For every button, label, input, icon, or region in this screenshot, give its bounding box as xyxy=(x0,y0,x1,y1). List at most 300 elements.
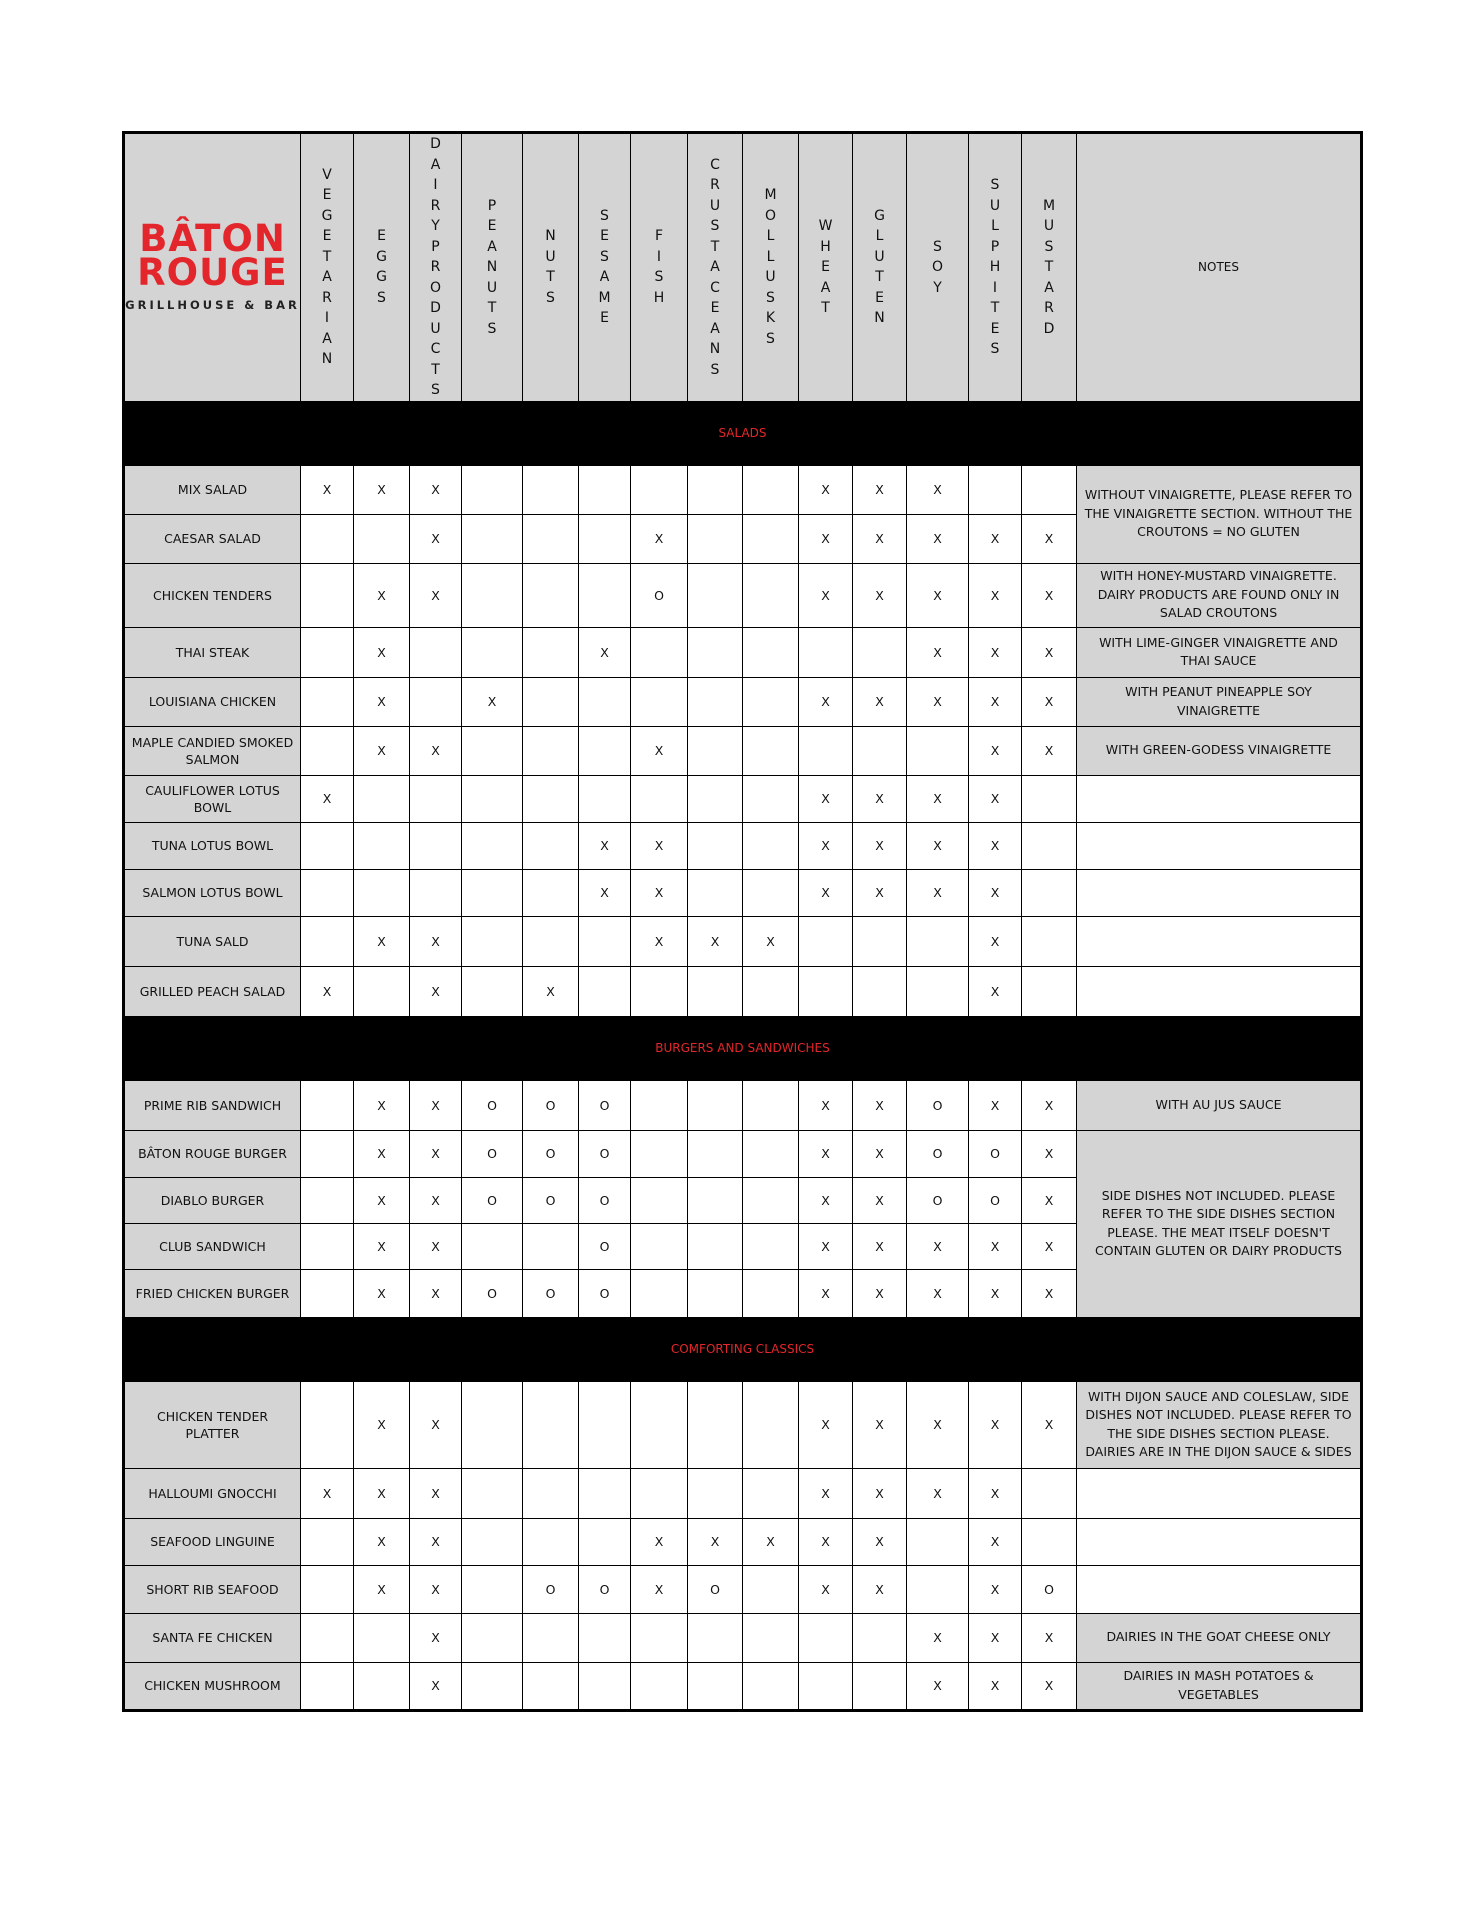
allergen-mark-mustard xyxy=(1022,822,1077,869)
allergen-mark-fish: X xyxy=(631,869,688,916)
allergen-mark-nuts xyxy=(523,1613,579,1662)
allergen-mark-crustaceans xyxy=(688,775,743,822)
allergen-mark-dairy-products: X xyxy=(410,1080,462,1130)
allergen-mark-wheat xyxy=(799,966,853,1016)
allergen-mark-dairy-products: X xyxy=(410,563,462,627)
allergen-mark-nuts xyxy=(523,514,579,563)
allergen-mark-nuts xyxy=(523,1662,579,1710)
allergen-mark-eggs xyxy=(354,775,410,822)
dish-name: THAI STEAK xyxy=(124,627,301,677)
allergen-mark-crustaceans xyxy=(688,822,743,869)
allergen-mark-eggs xyxy=(354,869,410,916)
allergen-mark-gluten xyxy=(853,966,907,1016)
allergen-mark-gluten: X xyxy=(853,1130,907,1177)
allergen-mark-dairy-products: X xyxy=(410,465,462,514)
allergen-mark-mollusks xyxy=(743,1565,799,1613)
allergen-mark-crustaceans xyxy=(688,514,743,563)
allergen-mark-mollusks xyxy=(743,1177,799,1223)
note-cell xyxy=(1077,775,1362,822)
allergen-mark-crustaceans xyxy=(688,726,743,775)
allergen-mark-sulphites: X xyxy=(969,627,1022,677)
allergen-mark-peanuts xyxy=(462,966,523,1016)
allergen-mark-wheat: X xyxy=(799,563,853,627)
allergen-mark-crustaceans xyxy=(688,869,743,916)
allergen-header-dairy-products xyxy=(410,133,462,402)
allergen-mark-fish xyxy=(631,1177,688,1223)
table-row xyxy=(124,869,1362,916)
table-row xyxy=(124,1468,1362,1518)
note-cell: SIDE DISHES NOT INCLUDED. PLEASE REFER TO THE SIDE DISHES SECTION PLEASE. THE MEAT ITSELF DOESN'T CONTAIN GLUTEN OR DAIRY PRODUCTS xyxy=(1077,1130,1362,1317)
allergen-mark-eggs xyxy=(354,514,410,563)
allergen-mark-dairy-products: X xyxy=(410,726,462,775)
allergen-mark-nuts xyxy=(523,1468,579,1518)
note-cell: DAIRIES IN MASH POTATOES & VEGETABLES xyxy=(1077,1662,1362,1710)
allergen-mark-nuts xyxy=(523,822,579,869)
allergen-mark-wheat xyxy=(799,1662,853,1710)
allergen-mark-fish xyxy=(631,966,688,1016)
table-row xyxy=(124,1130,1362,1177)
allergen-mark-wheat: X xyxy=(799,822,853,869)
allergen-table-body xyxy=(124,401,1362,1710)
section-title: BURGERS AND SANDWICHES xyxy=(124,1016,1362,1080)
allergen-mark-nuts xyxy=(523,677,579,726)
allergen-label: D A I R Y P R O D U C T S xyxy=(429,136,442,398)
allergen-mark-dairy-products xyxy=(410,869,462,916)
allergen-mark-fish: X xyxy=(631,1565,688,1613)
allergen-mark-crustaceans xyxy=(688,677,743,726)
allergen-mark-sesame: O xyxy=(579,1177,631,1223)
allergen-mark-sesame xyxy=(579,966,631,1016)
allergen-mark-soy: X xyxy=(907,514,969,563)
allergen-mark-sesame xyxy=(579,465,631,514)
allergen-mark-nuts: O xyxy=(523,1565,579,1613)
allergen-mark-vegetarian xyxy=(301,627,354,677)
allergen-mark-crustaceans xyxy=(688,563,743,627)
allergen-mark-peanuts xyxy=(462,1565,523,1613)
allergen-mark-sulphites: X xyxy=(969,966,1022,1016)
allergen-header-peanuts xyxy=(462,133,523,402)
allergen-mark-wheat: X xyxy=(799,1468,853,1518)
allergen-mark-sulphites: O xyxy=(969,1177,1022,1223)
allergen-mark-nuts: O xyxy=(523,1130,579,1177)
allergen-mark-crustaceans xyxy=(688,1662,743,1710)
allergen-mark-sesame xyxy=(579,775,631,822)
allergen-mark-wheat: X xyxy=(799,1177,853,1223)
allergen-mark-mustard: X xyxy=(1022,1177,1077,1223)
allergen-mark-sesame xyxy=(579,1381,631,1468)
table-row xyxy=(124,1613,1362,1662)
allergen-mark-mollusks xyxy=(743,1269,799,1317)
allergen-mark-mustard xyxy=(1022,1468,1077,1518)
allergen-mark-soy: X xyxy=(907,1468,969,1518)
allergen-mark-eggs: X xyxy=(354,1130,410,1177)
allergen-label: P E A N U T S xyxy=(486,197,498,337)
allergen-mark-peanuts: O xyxy=(462,1130,523,1177)
allergen-mark-nuts xyxy=(523,916,579,966)
allergen-mark-dairy-products xyxy=(410,775,462,822)
dish-name: CAULIFLOWER LOTUS BOWL xyxy=(124,775,301,822)
allergen-mark-sulphites: X xyxy=(969,1223,1022,1269)
allergen-label: M O L L U S K S xyxy=(764,187,777,347)
allergen-mark-nuts xyxy=(523,465,579,514)
allergen-mark-eggs xyxy=(354,1613,410,1662)
allergen-mark-wheat: X xyxy=(799,1269,853,1317)
allergen-mark-wheat: X xyxy=(799,1518,853,1565)
allergen-mark-soy: X xyxy=(907,465,969,514)
allergen-mark-sesame: X xyxy=(579,869,631,916)
allergen-mark-mustard xyxy=(1022,775,1077,822)
allergen-mark-peanuts: O xyxy=(462,1080,523,1130)
allergen-mark-gluten: X xyxy=(853,1177,907,1223)
dish-name: MAPLE CANDIED SMOKED SALMON xyxy=(124,726,301,775)
allergen-label: N U T S xyxy=(545,228,556,306)
allergen-mark-sesame: X xyxy=(579,822,631,869)
allergen-mark-mustard: X xyxy=(1022,1223,1077,1269)
allergen-mark-wheat: X xyxy=(799,1381,853,1468)
allergen-mark-eggs: X xyxy=(354,465,410,514)
allergen-mark-fish: X xyxy=(631,916,688,966)
allergen-mark-sesame xyxy=(579,1613,631,1662)
allergen-mark-peanuts xyxy=(462,1662,523,1710)
allergen-mark-gluten xyxy=(853,726,907,775)
allergen-mark-eggs: X xyxy=(354,1223,410,1269)
allergen-mark-peanuts xyxy=(462,726,523,775)
allergen-mark-wheat: X xyxy=(799,465,853,514)
allergen-label: V E G E T A R I A N xyxy=(321,166,333,368)
allergen-mark-eggs: X xyxy=(354,1468,410,1518)
allergen-mark-nuts xyxy=(523,726,579,775)
allergen-header-crustaceans xyxy=(688,133,743,402)
dish-name: TUNA LOTUS BOWL xyxy=(124,822,301,869)
allergen-mark-eggs: X xyxy=(354,1518,410,1565)
allergen-mark-dairy-products: X xyxy=(410,1662,462,1710)
allergen-mark-peanuts xyxy=(462,514,523,563)
allergen-mark-fish: X xyxy=(631,822,688,869)
allergen-table xyxy=(122,131,1363,1712)
allergen-mark-mollusks xyxy=(743,869,799,916)
allergen-mark-mollusks xyxy=(743,1381,799,1468)
allergen-mark-peanuts xyxy=(462,916,523,966)
allergen-mark-dairy-products xyxy=(410,627,462,677)
allergen-mark-sulphites: X xyxy=(969,1381,1022,1468)
allergen-mark-dairy-products: X xyxy=(410,1223,462,1269)
section-title: SALADS xyxy=(124,401,1362,465)
allergen-mark-dairy-products: X xyxy=(410,1468,462,1518)
allergen-mark-sesame: O xyxy=(579,1565,631,1613)
allergen-mark-dairy-products xyxy=(410,822,462,869)
allergen-header-vegetarian xyxy=(301,133,354,402)
allergen-mark-nuts xyxy=(523,775,579,822)
allergen-label: F I S H xyxy=(653,228,665,306)
allergen-mark-sesame: O xyxy=(579,1080,631,1130)
allergen-header-mollusks xyxy=(743,133,799,402)
allergen-mark-soy: X xyxy=(907,563,969,627)
allergen-mark-sulphites: X xyxy=(969,1518,1022,1565)
allergen-mark-gluten: X xyxy=(853,1269,907,1317)
allergen-mark-fish: X xyxy=(631,1518,688,1565)
allergen-mark-gluten: X xyxy=(853,1381,907,1468)
allergen-mark-dairy-products: X xyxy=(410,1518,462,1565)
allergen-mark-mollusks xyxy=(743,1613,799,1662)
allergen-mark-crustaceans xyxy=(688,465,743,514)
allergen-mark-gluten: X xyxy=(853,869,907,916)
allergen-header-soy xyxy=(907,133,969,402)
logo-tagline: GRILLHOUSE & BAR xyxy=(125,298,300,313)
note-cell xyxy=(1077,966,1362,1016)
allergen-mark-crustaceans xyxy=(688,1269,743,1317)
allergen-mark-fish: O xyxy=(631,563,688,627)
allergen-mark-eggs: X xyxy=(354,1565,410,1613)
allergen-header-mustard xyxy=(1022,133,1077,402)
allergen-mark-wheat: X xyxy=(799,514,853,563)
allergen-mark-vegetarian: X xyxy=(301,775,354,822)
dish-name: HALLOUMI GNOCCHI xyxy=(124,1468,301,1518)
allergen-mark-peanuts: O xyxy=(462,1177,523,1223)
allergen-mark-vegetarian xyxy=(301,1223,354,1269)
section-title: COMFORTING CLASSICS xyxy=(124,1317,1362,1381)
allergen-mark-peanuts xyxy=(462,1381,523,1468)
allergen-mark-soy: X xyxy=(907,822,969,869)
allergen-mark-soy: O xyxy=(907,1177,969,1223)
allergen-mark-eggs: X xyxy=(354,627,410,677)
allergen-mark-gluten: X xyxy=(853,822,907,869)
allergen-mark-eggs: X xyxy=(354,916,410,966)
allergen-mark-mollusks xyxy=(743,677,799,726)
allergen-mark-vegetarian xyxy=(301,1080,354,1130)
allergen-mark-nuts xyxy=(523,563,579,627)
allergen-mark-sesame xyxy=(579,916,631,966)
allergen-mark-dairy-products: X xyxy=(410,1381,462,1468)
allergen-mark-fish xyxy=(631,465,688,514)
allergen-mark-mollusks xyxy=(743,1468,799,1518)
allergen-mark-vegetarian xyxy=(301,1662,354,1710)
dish-name: LOUISIANA CHICKEN xyxy=(124,677,301,726)
allergen-mark-dairy-products: X xyxy=(410,1177,462,1223)
table-row xyxy=(124,563,1362,627)
allergen-mark-mollusks xyxy=(743,1080,799,1130)
allergen-mark-soy: X xyxy=(907,1662,969,1710)
dish-name: FRIED CHICKEN BURGER xyxy=(124,1269,301,1317)
allergen-mark-fish xyxy=(631,677,688,726)
allergen-mark-fish xyxy=(631,1468,688,1518)
allergen-mark-gluten xyxy=(853,1662,907,1710)
allergen-mark-wheat xyxy=(799,1613,853,1662)
allergen-mark-mollusks xyxy=(743,1662,799,1710)
allergen-mark-soy xyxy=(907,1565,969,1613)
allergen-mark-soy: X xyxy=(907,775,969,822)
note-cell: WITHOUT VINAIGRETTE, PLEASE REFER TO THE VINAIGRETTE SECTION. WITHOUT THE CROUTONS = NO GLUTEN xyxy=(1077,465,1362,563)
allergen-mark-vegetarian: X xyxy=(301,966,354,1016)
allergen-mark-peanuts xyxy=(462,775,523,822)
table-row xyxy=(124,627,1362,677)
allergen-mark-gluten: X xyxy=(853,677,907,726)
allergen-mark-gluten: X xyxy=(853,1565,907,1613)
allergen-mark-vegetarian xyxy=(301,1518,354,1565)
allergen-mark-sesame: O xyxy=(579,1223,631,1269)
allergen-mark-sesame xyxy=(579,1518,631,1565)
allergen-mark-soy: X xyxy=(907,677,969,726)
allergen-mark-vegetarian xyxy=(301,1269,354,1317)
allergen-mark-vegetarian xyxy=(301,1565,354,1613)
allergen-mark-crustaceans xyxy=(688,1613,743,1662)
note-cell xyxy=(1077,916,1362,966)
allergen-mark-dairy-products: X xyxy=(410,1130,462,1177)
allergen-mark-peanuts xyxy=(462,1223,523,1269)
allergen-mark-mollusks xyxy=(743,966,799,1016)
allergen-mark-sesame: X xyxy=(579,627,631,677)
allergen-mark-nuts xyxy=(523,1223,579,1269)
logo-line-1: BÂTON xyxy=(139,217,286,261)
allergen-mark-wheat: X xyxy=(799,775,853,822)
allergen-mark-crustaceans xyxy=(688,1130,743,1177)
allergen-mark-eggs: X xyxy=(354,726,410,775)
table-row xyxy=(124,1662,1362,1710)
allergen-mark-eggs xyxy=(354,966,410,1016)
allergen-mark-gluten: X xyxy=(853,775,907,822)
allergen-mark-gluten: X xyxy=(853,514,907,563)
allergen-mark-fish xyxy=(631,775,688,822)
allergen-mark-nuts: X xyxy=(523,966,579,1016)
note-cell: WITH HONEY-MUSTARD VINAIGRETTE. DAIRY PRODUCTS ARE FOUND ONLY IN SALAD CROUTONS xyxy=(1077,563,1362,627)
table-row xyxy=(124,966,1362,1016)
allergen-mark-sulphites: X xyxy=(969,916,1022,966)
allergen-mark-wheat: X xyxy=(799,1565,853,1613)
allergen-mark-mollusks xyxy=(743,465,799,514)
allergen-mark-fish xyxy=(631,1613,688,1662)
allergen-label: S E S A M E xyxy=(598,207,611,327)
allergen-mark-crustaceans xyxy=(688,1381,743,1468)
allergen-mark-vegetarian xyxy=(301,563,354,627)
allergen-mark-vegetarian xyxy=(301,869,354,916)
table-row xyxy=(124,1565,1362,1613)
dish-name: BÂTON ROUGE BURGER xyxy=(124,1130,301,1177)
allergen-mark-wheat xyxy=(799,627,853,677)
allergen-mark-eggs xyxy=(354,822,410,869)
allergen-mark-soy: X xyxy=(907,1269,969,1317)
allergen-mark-dairy-products xyxy=(410,677,462,726)
allergen-mark-gluten xyxy=(853,916,907,966)
table-row xyxy=(124,1381,1362,1468)
allergen-header-gluten xyxy=(853,133,907,402)
table-row xyxy=(124,916,1362,966)
dish-name: MIX SALAD xyxy=(124,465,301,514)
table-row xyxy=(124,465,1362,514)
allergen-mark-gluten: X xyxy=(853,1518,907,1565)
allergen-mark-crustaceans: X xyxy=(688,916,743,966)
allergen-mark-mollusks xyxy=(743,1130,799,1177)
allergen-mark-sulphites: X xyxy=(969,1080,1022,1130)
allergen-mark-sulphites: X xyxy=(969,1468,1022,1518)
allergen-mark-sulphites: X xyxy=(969,514,1022,563)
allergen-mark-vegetarian xyxy=(301,822,354,869)
allergen-mark-mollusks xyxy=(743,726,799,775)
allergen-mark-vegetarian xyxy=(301,916,354,966)
allergen-mark-nuts xyxy=(523,1518,579,1565)
allergen-mark-mustard: X xyxy=(1022,1613,1077,1662)
allergen-label: W H E A T xyxy=(818,218,833,316)
note-cell: WITH AU JUS SAUCE xyxy=(1077,1080,1362,1130)
note-cell: DAIRIES IN THE GOAT CHEESE ONLY xyxy=(1077,1613,1362,1662)
allergen-mark-fish xyxy=(631,1130,688,1177)
allergen-mark-wheat: X xyxy=(799,1223,853,1269)
allergen-mark-gluten: X xyxy=(853,563,907,627)
allergen-mark-fish xyxy=(631,627,688,677)
allergen-mark-sulphites: X xyxy=(969,822,1022,869)
allergen-mark-crustaceans xyxy=(688,1177,743,1223)
allergen-mark-sesame xyxy=(579,1468,631,1518)
allergen-mark-nuts xyxy=(523,627,579,677)
note-cell xyxy=(1077,1518,1362,1565)
allergen-mark-wheat: X xyxy=(799,677,853,726)
dish-name: SALMON LOTUS BOWL xyxy=(124,869,301,916)
allergen-mark-wheat: X xyxy=(799,1130,853,1177)
allergen-mark-mollusks xyxy=(743,1223,799,1269)
allergen-mark-mustard: X xyxy=(1022,1080,1077,1130)
allergen-mark-mustard: X xyxy=(1022,1130,1077,1177)
allergen-mark-fish: X xyxy=(631,514,688,563)
allergen-label: G L U T E N xyxy=(874,207,885,327)
dish-name: CHICKEN TENDERS xyxy=(124,563,301,627)
allergen-mark-sesame xyxy=(579,514,631,563)
allergen-mark-mollusks xyxy=(743,775,799,822)
allergen-mark-soy xyxy=(907,1518,969,1565)
note-cell: WITH DIJON SAUCE AND COLESLAW, SIDE DISHES NOT INCLUDED. PLEASE REFER TO THE SIDE DISHES SECTION PLEASE. DAIRIES ARE IN THE DIJON SAUCE & SIDES xyxy=(1077,1381,1362,1468)
allergen-mark-sulphites: X xyxy=(969,726,1022,775)
allergen-mark-crustaceans xyxy=(688,1080,743,1130)
allergen-mark-crustaceans xyxy=(688,966,743,1016)
allergen-mark-soy: O xyxy=(907,1130,969,1177)
allergen-mark-soy xyxy=(907,726,969,775)
allergen-mark-mustard xyxy=(1022,465,1077,514)
allergen-mark-vegetarian xyxy=(301,1381,354,1468)
allergen-mark-nuts xyxy=(523,869,579,916)
logo-line-2: ROUGE xyxy=(137,251,288,295)
table-row xyxy=(124,726,1362,775)
allergen-mark-gluten xyxy=(853,627,907,677)
allergen-mark-eggs xyxy=(354,1662,410,1710)
allergen-header-fish xyxy=(631,133,688,402)
allergen-header-eggs xyxy=(354,133,410,402)
allergen-mark-mustard: X xyxy=(1022,1662,1077,1710)
dish-name: DIABLO BURGER xyxy=(124,1177,301,1223)
allergen-mark-eggs: X xyxy=(354,1269,410,1317)
allergen-mark-sulphites: X xyxy=(969,563,1022,627)
allergen-mark-fish xyxy=(631,1381,688,1468)
allergen-mark-dairy-products: X xyxy=(410,1565,462,1613)
dish-name: GRILLED PEACH SALAD xyxy=(124,966,301,1016)
allergen-mark-nuts: O xyxy=(523,1269,579,1317)
allergen-label: C R U S T A C E A N S xyxy=(709,156,721,378)
dish-name: SANTA FE CHICKEN xyxy=(124,1613,301,1662)
allergen-mark-sulphites: X xyxy=(969,1662,1022,1710)
allergen-mark-peanuts xyxy=(462,627,523,677)
note-cell xyxy=(1077,869,1362,916)
note-cell xyxy=(1077,1468,1362,1518)
allergen-header-sesame xyxy=(579,133,631,402)
allergen-mark-dairy-products: X xyxy=(410,966,462,1016)
allergen-mark-crustaceans xyxy=(688,1223,743,1269)
allergen-mark-fish xyxy=(631,1080,688,1130)
allergen-mark-peanuts xyxy=(462,822,523,869)
allergen-mark-eggs: X xyxy=(354,1381,410,1468)
allergen-mark-mustard xyxy=(1022,966,1077,1016)
allergen-mark-sulphites: X xyxy=(969,1613,1022,1662)
allergen-mark-mollusks xyxy=(743,514,799,563)
allergen-mark-soy: O xyxy=(907,1080,969,1130)
allergen-mark-vegetarian xyxy=(301,1177,354,1223)
allergen-mark-crustaceans: O xyxy=(688,1565,743,1613)
allergen-mark-mustard: X xyxy=(1022,677,1077,726)
